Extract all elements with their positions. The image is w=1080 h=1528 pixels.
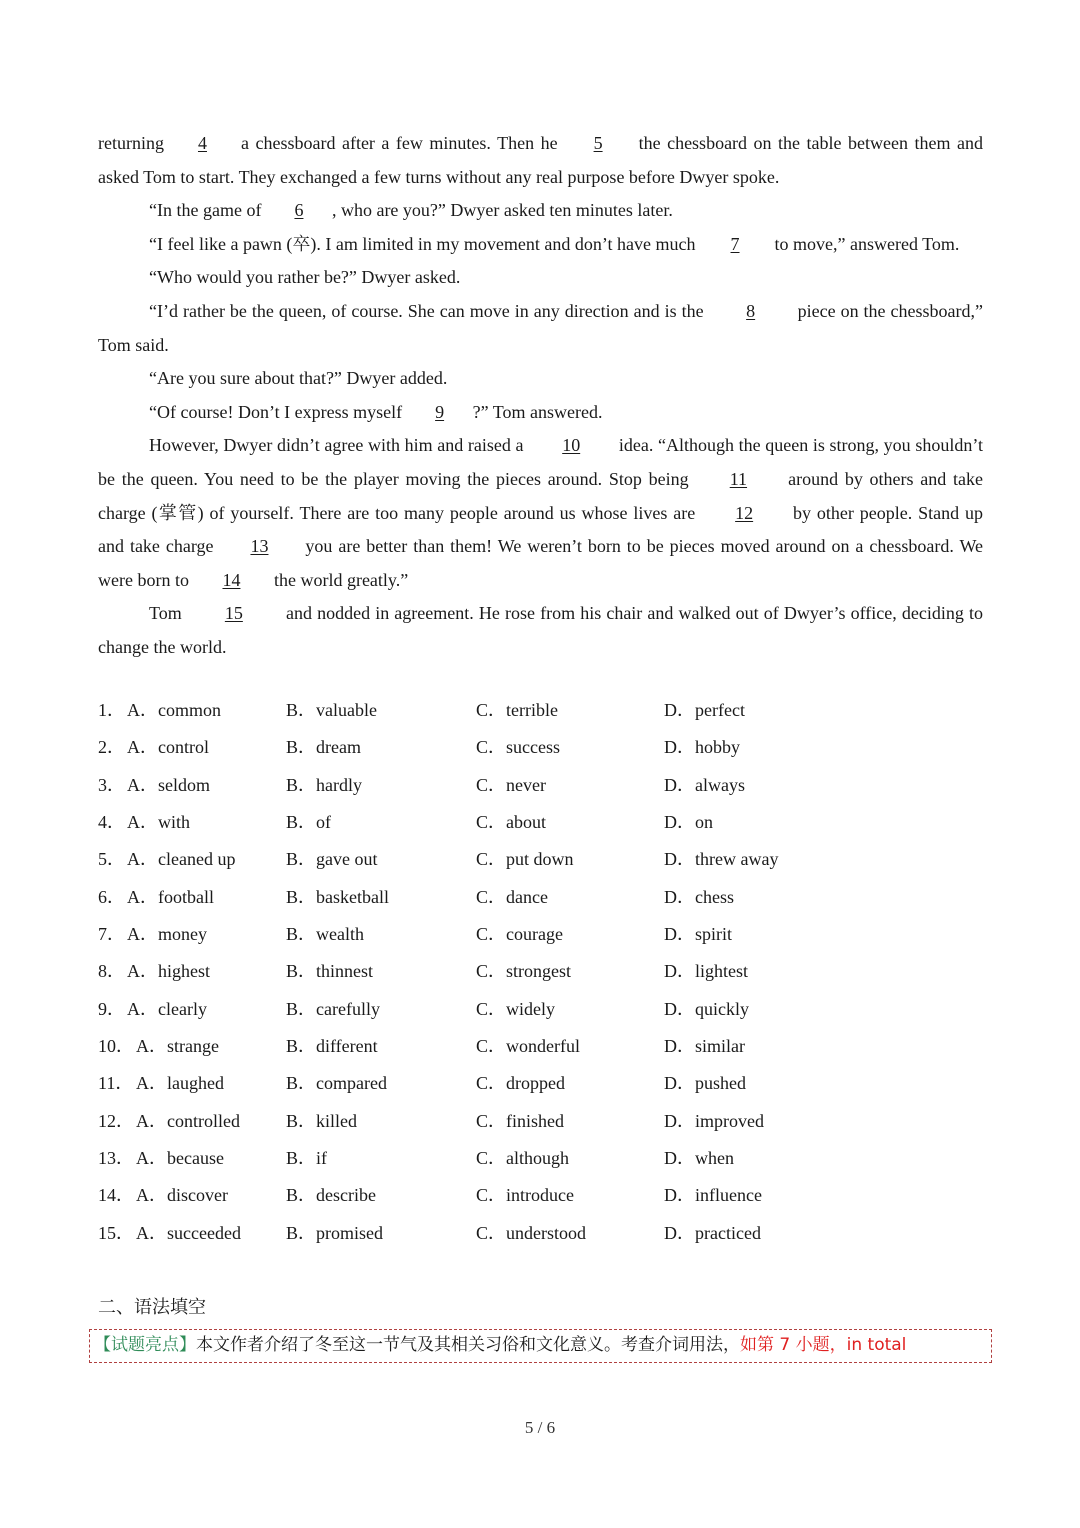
passage-paragraph: “In the game of 6 , who are you?” Dwyer asked ten minutes later.	[98, 194, 983, 228]
option-d: D．always	[664, 774, 745, 795]
option-b: B．promised	[286, 1222, 383, 1243]
passage-paragraph: returning 4 a chessboard after a few minutes. Then he 5 the chessboard on the table between them and asked Tom to start. They exchanged a few turns without any real purpose before Dwyer spoke.	[98, 127, 983, 194]
option-a: A．common	[127, 700, 221, 720]
question-number: 14．	[98, 1185, 134, 1206]
option-row	[98, 1032, 983, 1069]
option-a: A．football	[127, 886, 214, 907]
option-a: A．with	[127, 812, 190, 833]
question-number: 5．	[98, 849, 125, 870]
question-highlight-box	[89, 1329, 992, 1363]
option-c: C．terrible	[476, 700, 558, 720]
option-d: D．influence	[664, 1185, 762, 1206]
question-number: 3．	[98, 774, 125, 795]
option-row	[98, 733, 983, 770]
passage-paragraph: “Who would you rather be?” Dwyer asked.	[149, 267, 461, 288]
option-b: B．basketball	[286, 886, 389, 907]
option-d: D．on	[664, 812, 713, 833]
blank-4: 4	[197, 133, 207, 153]
option-c: C．about	[476, 812, 546, 833]
option-a: A．cleaned up	[127, 849, 236, 870]
option-row	[98, 1069, 983, 1106]
option-row	[98, 696, 983, 733]
question-number: 12．	[98, 1110, 134, 1131]
question-number: 10．	[98, 1036, 134, 1057]
blank-9: 9	[435, 401, 445, 422]
option-c: C．widely	[476, 998, 555, 1019]
answer-options	[98, 696, 983, 1256]
option-a: A．succeeded	[136, 1222, 241, 1243]
blank-11: 11	[729, 468, 748, 489]
passage-paragraph: Tom 15 and nodded in agreement. He rose from his chair and walked out of Dwyer’s office, deciding to change the world.	[98, 597, 983, 664]
passage-paragraph: “Are you sure about that?” Dwyer added.	[149, 368, 448, 389]
option-row	[98, 920, 983, 957]
reading-passage	[98, 127, 983, 665]
blank-15: 15	[224, 603, 243, 624]
option-c: C．wonderful	[476, 1036, 580, 1057]
option-b: B．thinnest	[286, 961, 374, 982]
option-b: B．wealth	[286, 924, 364, 945]
option-a: A．clearly	[127, 998, 207, 1019]
option-b: B．of	[286, 812, 331, 833]
passage-paragraph: “I’d rather be the queen, of course. She can move in any direction and is the 8 piece on the chessboard,” Tom said.	[98, 295, 983, 362]
highlight-tag: 【试题亮点】	[94, 1335, 196, 1355]
option-a: A．discover	[136, 1185, 228, 1206]
blank-6: 6	[294, 200, 304, 221]
option-b: B．compared	[286, 1073, 387, 1094]
option-a: A．control	[127, 737, 209, 758]
option-a: A．seldom	[127, 774, 210, 795]
option-c: C．finished	[476, 1110, 564, 1131]
passage-paragraph: “Of course! Don’t I express myself 9 ?” Tom answered.	[98, 396, 983, 430]
blank-12: 12	[735, 502, 754, 523]
option-row	[98, 1219, 983, 1256]
option-a: A．money	[127, 924, 207, 945]
option-c: C．never	[476, 774, 546, 795]
question-number: 8．	[98, 961, 125, 982]
option-a: A．laughed	[136, 1073, 224, 1094]
option-c: C．courage	[476, 924, 563, 945]
option-row	[98, 883, 983, 920]
option-row	[98, 1144, 983, 1181]
option-c: C．dance	[476, 886, 548, 907]
option-d: D．perfect	[664, 700, 745, 720]
question-number: 9．	[98, 998, 125, 1019]
question-number: 11．	[98, 1073, 134, 1094]
option-c: C．introduce	[476, 1185, 574, 1206]
blank-8: 8	[746, 300, 756, 321]
option-row	[98, 1107, 983, 1144]
option-c: C．success	[476, 737, 560, 758]
section-title: 二、语法填空	[98, 1297, 206, 1318]
question-number: 15．	[98, 1222, 134, 1243]
blank-10: 10	[562, 435, 581, 456]
option-row	[98, 845, 983, 882]
option-c: C．understood	[476, 1222, 586, 1243]
question-number: 4．	[98, 812, 125, 833]
option-b: B．different	[286, 1036, 378, 1057]
page-number: 5 / 6	[524, 1418, 556, 1437]
option-d: D．pushed	[664, 1073, 746, 1094]
blank-14: 14	[222, 569, 241, 590]
option-row	[98, 771, 983, 808]
option-b: B．gave out	[286, 849, 378, 870]
option-b: B．hardly	[286, 774, 362, 795]
option-b: B．carefully	[286, 998, 380, 1019]
option-c: C．put down	[476, 849, 574, 870]
option-d: D．hobby	[664, 737, 740, 758]
option-row	[98, 957, 983, 994]
option-b: B．if	[286, 1148, 328, 1169]
option-d: D．spirit	[664, 924, 733, 945]
passage-paragraph: “I feel like a pawn (卒). I am limited in my movement and don’t have much 7 to move,” answered Tom.	[98, 228, 983, 262]
option-d: D．quickly	[664, 998, 749, 1019]
option-d: D．chess	[664, 886, 734, 907]
option-d: D．improved	[664, 1110, 764, 1131]
option-b: B．describe	[286, 1185, 376, 1206]
question-number: 2．	[98, 737, 125, 758]
option-d: D．threw away	[664, 849, 779, 870]
blank-7: 7	[730, 233, 740, 254]
highlight-example: 如第 7 小题，in total	[740, 1335, 907, 1355]
option-b: B．valuable	[286, 700, 377, 720]
option-a: A．because	[136, 1148, 224, 1169]
question-number: 6．	[98, 886, 125, 907]
option-a: A．highest	[127, 961, 210, 982]
option-a: A．strange	[136, 1036, 219, 1057]
question-number: 13．	[98, 1148, 134, 1169]
blank-13: 13	[250, 536, 269, 557]
option-c: C．although	[476, 1148, 569, 1169]
option-row	[98, 808, 983, 845]
option-row	[98, 995, 983, 1032]
option-b: B．dream	[286, 737, 361, 758]
question-number: 7．	[98, 924, 125, 945]
option-d: D．lightest	[664, 961, 748, 982]
option-c: C．strongest	[476, 961, 572, 982]
highlight-text: 本文作者介绍了冬至这一节气及其相关习俗和文化意义。考查介词用法，	[196, 1335, 740, 1355]
option-a: A．controlled	[136, 1110, 240, 1131]
option-b: B．killed	[286, 1110, 357, 1131]
blank-5: 5	[593, 133, 603, 153]
option-c: C．dropped	[476, 1073, 565, 1094]
question-number: 1．	[98, 700, 125, 720]
option-d: D．when	[664, 1148, 734, 1169]
option-d: D．practiced	[664, 1222, 761, 1243]
passage-paragraph: However, Dwyer didn’t agree with him and raised a 10 idea. “Although the queen is strong, you shouldn’t be the queen. You need to be the player moving the pieces around. Stop being 11 around by others and take charge (掌管) of yourself. There are too many people around us whose lives are 12 by other people. Stand up and take charge 13 you are better than them! We weren’t born to be pieces moved around on a chessboard. We were born to 14 the world greatly.”	[98, 429, 983, 597]
option-row	[98, 1181, 983, 1218]
option-d: D．similar	[664, 1036, 745, 1057]
